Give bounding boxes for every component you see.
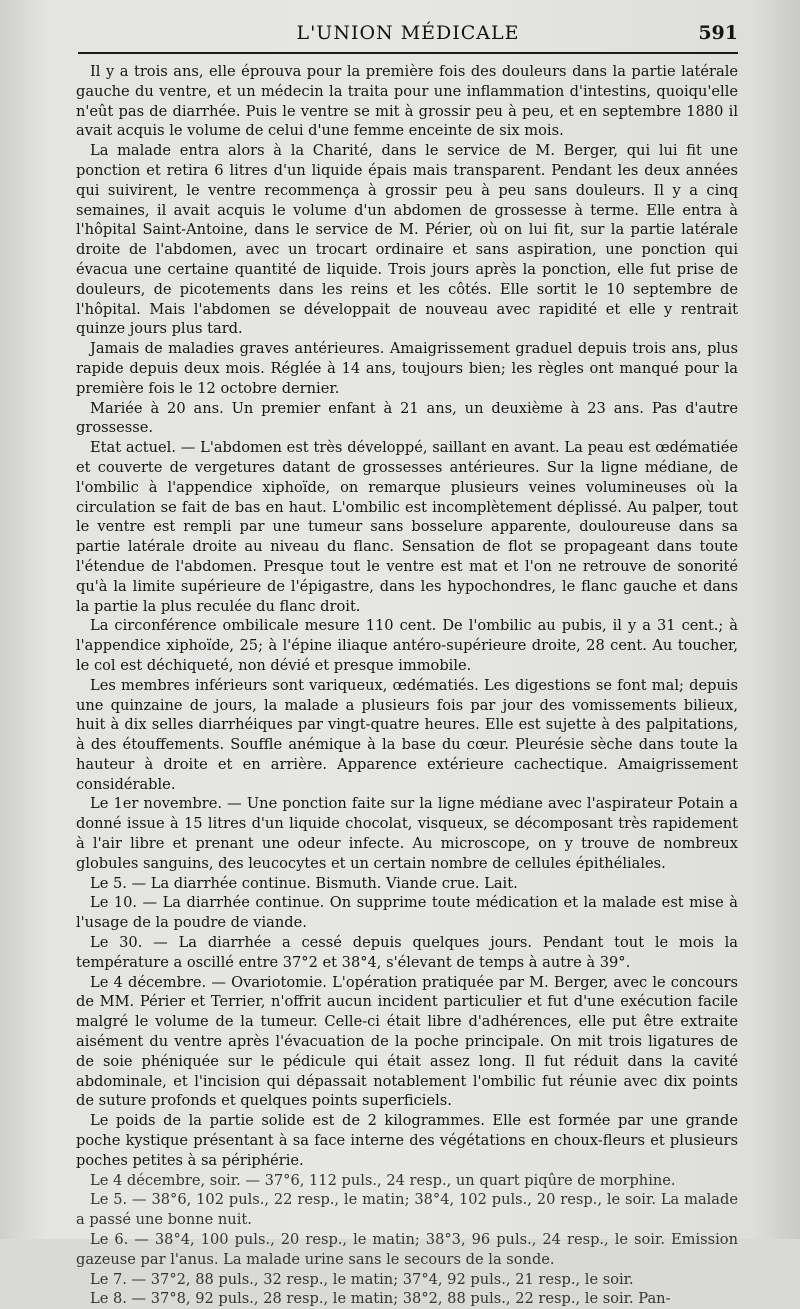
paragraph: Le 6. — 38°4, 100 puls., 20 resp., le matin; 38°3, 96 puls., 24 resp., le soir. Emission gazeuse par l'anus. La malade urine sans le secours de la sonde. — [76, 1231, 738, 1268]
paragraph: Etat actuel. — L'abdomen est très développé, saillant en avant. La peau est œdématiée et couverte de vergetures datant de grossesses antérieures. Sur la ligne médiane, de l'ombilic à l'appendice xiphoïde, on remarque plusieurs veines volumineuses où la circulation se fait de bas en haut. L'ombilic est incomplètement déplissé. Au palper, tout le ventre est rempli par une tumeur sans bosselure apparente, douloureuse dans sa partie latérale droite au niveau du flanc. Sensation de flot se propageant dans toute l'étendue de l'abdomen. Presque tout le ventre est mat et l'on ne retrouve de sonorité qu'à la limite supérieure de l'épigastre, dans les hypochondres, le flanc gauche et dans la partie la plus reculée du flanc droit. — [76, 439, 738, 615]
article-body — [76, 62, 738, 1309]
paragraph: Le 8. — 37°8, 92 puls., 28 resp., le matin; 38°2, 88 puls., 22 resp., le soir. Pan- — [90, 1290, 671, 1308]
page-number: 591 — [698, 22, 738, 44]
paragraph: Le 5. — La diarrhée continue. Bismuth. Viande crue. Lait. — [90, 874, 518, 892]
paragraph: Le 30. — La diarrhée a cessé depuis quelques jours. Pendant tout le mois la température a oscillé entre 37°2 et 38°4, s'élevant de temps à autre à 39°. — [76, 934, 738, 971]
paragraph: La malade entra alors à la Charité, dans le service de M. Berger, qui lui fit une ponction et retira 6 litres d'un liquide épais mais transparent. Pendant les deux années qui suivirent, le ventre recommença à grossir peu à peu sans douleurs. Il y a cinq semaines, il avait acquis le volume d'un abdomen de grossesse à terme. Elle entra à l'hôpital Saint-Antoine, dans le service de M. Périer, où on lui fit, sur la partie latérale droite de l'abdomen, avec un trocart ordinaire et sans aspiration, une ponction qui évacua une certaine quantité de liquide. Trois jours après la ponction, elle fut prise de douleurs, de picotements dans les reins et les côtés. Elle sortit le 10 septembre de l'hôpital. Mais l'abdomen se développait de nouveau avec rapidité et elle y rentrait quinze jours plus tard. — [76, 142, 738, 338]
paragraph: Le 4 décembre, soir. — 37°6, 112 puls., 24 resp., un quart piqûre de morphine. — [90, 1171, 676, 1189]
running-header — [78, 18, 738, 54]
paragraph: Jamais de maladies graves antérieures. Amaigrissement graduel depuis trois ans, plus rapide depuis deux mois. Réglée à 14 ans, toujours bien; les règles ont manqué pour la première fois le 12 octobre dernier. — [76, 340, 738, 397]
paragraph: Le poids de la partie solide est de 2 kilogrammes. Elle est formée par une grande poche kystique présentant à sa face interne des végétations en choux-fleurs et plusieurs poches petites à sa périphérie. — [76, 1112, 738, 1169]
paragraph: Le 7. — 37°2, 88 puls., 32 resp., le matin; 37°4, 92 puls., 21 resp., le soir. — [90, 1270, 634, 1288]
paragraph: Le 5. — 38°6, 102 puls., 22 resp., le matin; 38°4, 102 puls., 20 resp., le soir. La malade a passé une bonne nuit. — [76, 1191, 738, 1229]
paragraph: Le 10. — La diarrhée continue. On supprime toute médication et la malade est mise à l'usage de la poudre de viande. — [76, 894, 738, 932]
paragraph: Mariée à 20 ans. Un premier enfant à 21 ans, un deuxième à 23 ans. Pas d'autre grossesse. — [76, 399, 738, 437]
journal-title: L'UNION MÉDICALE — [296, 22, 520, 44]
paragraph: Il y a trois ans, elle éprouva pour la première fois des douleurs dans la partie latérale gauche du ventre, et un médecin la traita pour une inflammation d'intestins, quoiqu'elle n'eût pas de diarrhée. Puis le ventre se mit à grossir peu à peu, et en septembre 1880 il avait acquis le volume de celui d'une femme enceinte de six mois. — [76, 63, 738, 140]
paragraph: Le 1er novembre. — Une ponction faite sur la ligne médiane avec l'aspirateur Potain a donné issue à 15 litres d'un liquide chocolat, visqueux, se décomposant très rapidement à l'air libre et prenant une odeur infecte. Au microscope, on y trouve de nombreux globules sanguins, des leucocytes et un certain nombre de cellules épithéliales. — [76, 795, 738, 872]
paragraph: Les membres inférieurs sont variqueux, œdématiés. Les digestions se font mal; depuis une quinzaine de jours, la malade a plusieurs fois par jour des vomissements bilieux, huit à dix selles diarrhéiques par vingt-quatre heures. Elle est sujette à des palpitations, à des étouffements. Souffle anémique à la base du cœur. Pleurésie sèche dans toute la hauteur à droite et en arrière. Apparence extérieure cachectique. Amaigrissement considérable. — [76, 676, 738, 793]
paragraph: Le 4 décembre. — Ovariotomie. L'opération pratiquée par M. Berger, avec le concours de MM. Périer et Terrier, n'offrit aucun incident particulier et fut d'une exécution facile malgré le volume de la tumeur. Celle-ci était libre d'adhérences, elle put être extraite aisément du ventre après l'évacuation de la poche principale. On mit trois ligatures de de soie phéniquée sur le pédicule qui était assez long. Il fut réduit dans la cavité abdominale, et l'incision qui dépassait notablement l'ombilic fut réunie avec dix points de suture profonds et quelques points superficiels. — [76, 973, 738, 1110]
paragraph: La circonférence ombilicale mesure 110 cent. De l'ombilic au pubis, il y a 31 cent.; à l'appendice xiphoïde, 25; à l'épine iliaque antéro-supérieure droite, 28 cent. Au toucher, le col est déchiqueté, non dévié et presque immobile. — [76, 617, 738, 674]
